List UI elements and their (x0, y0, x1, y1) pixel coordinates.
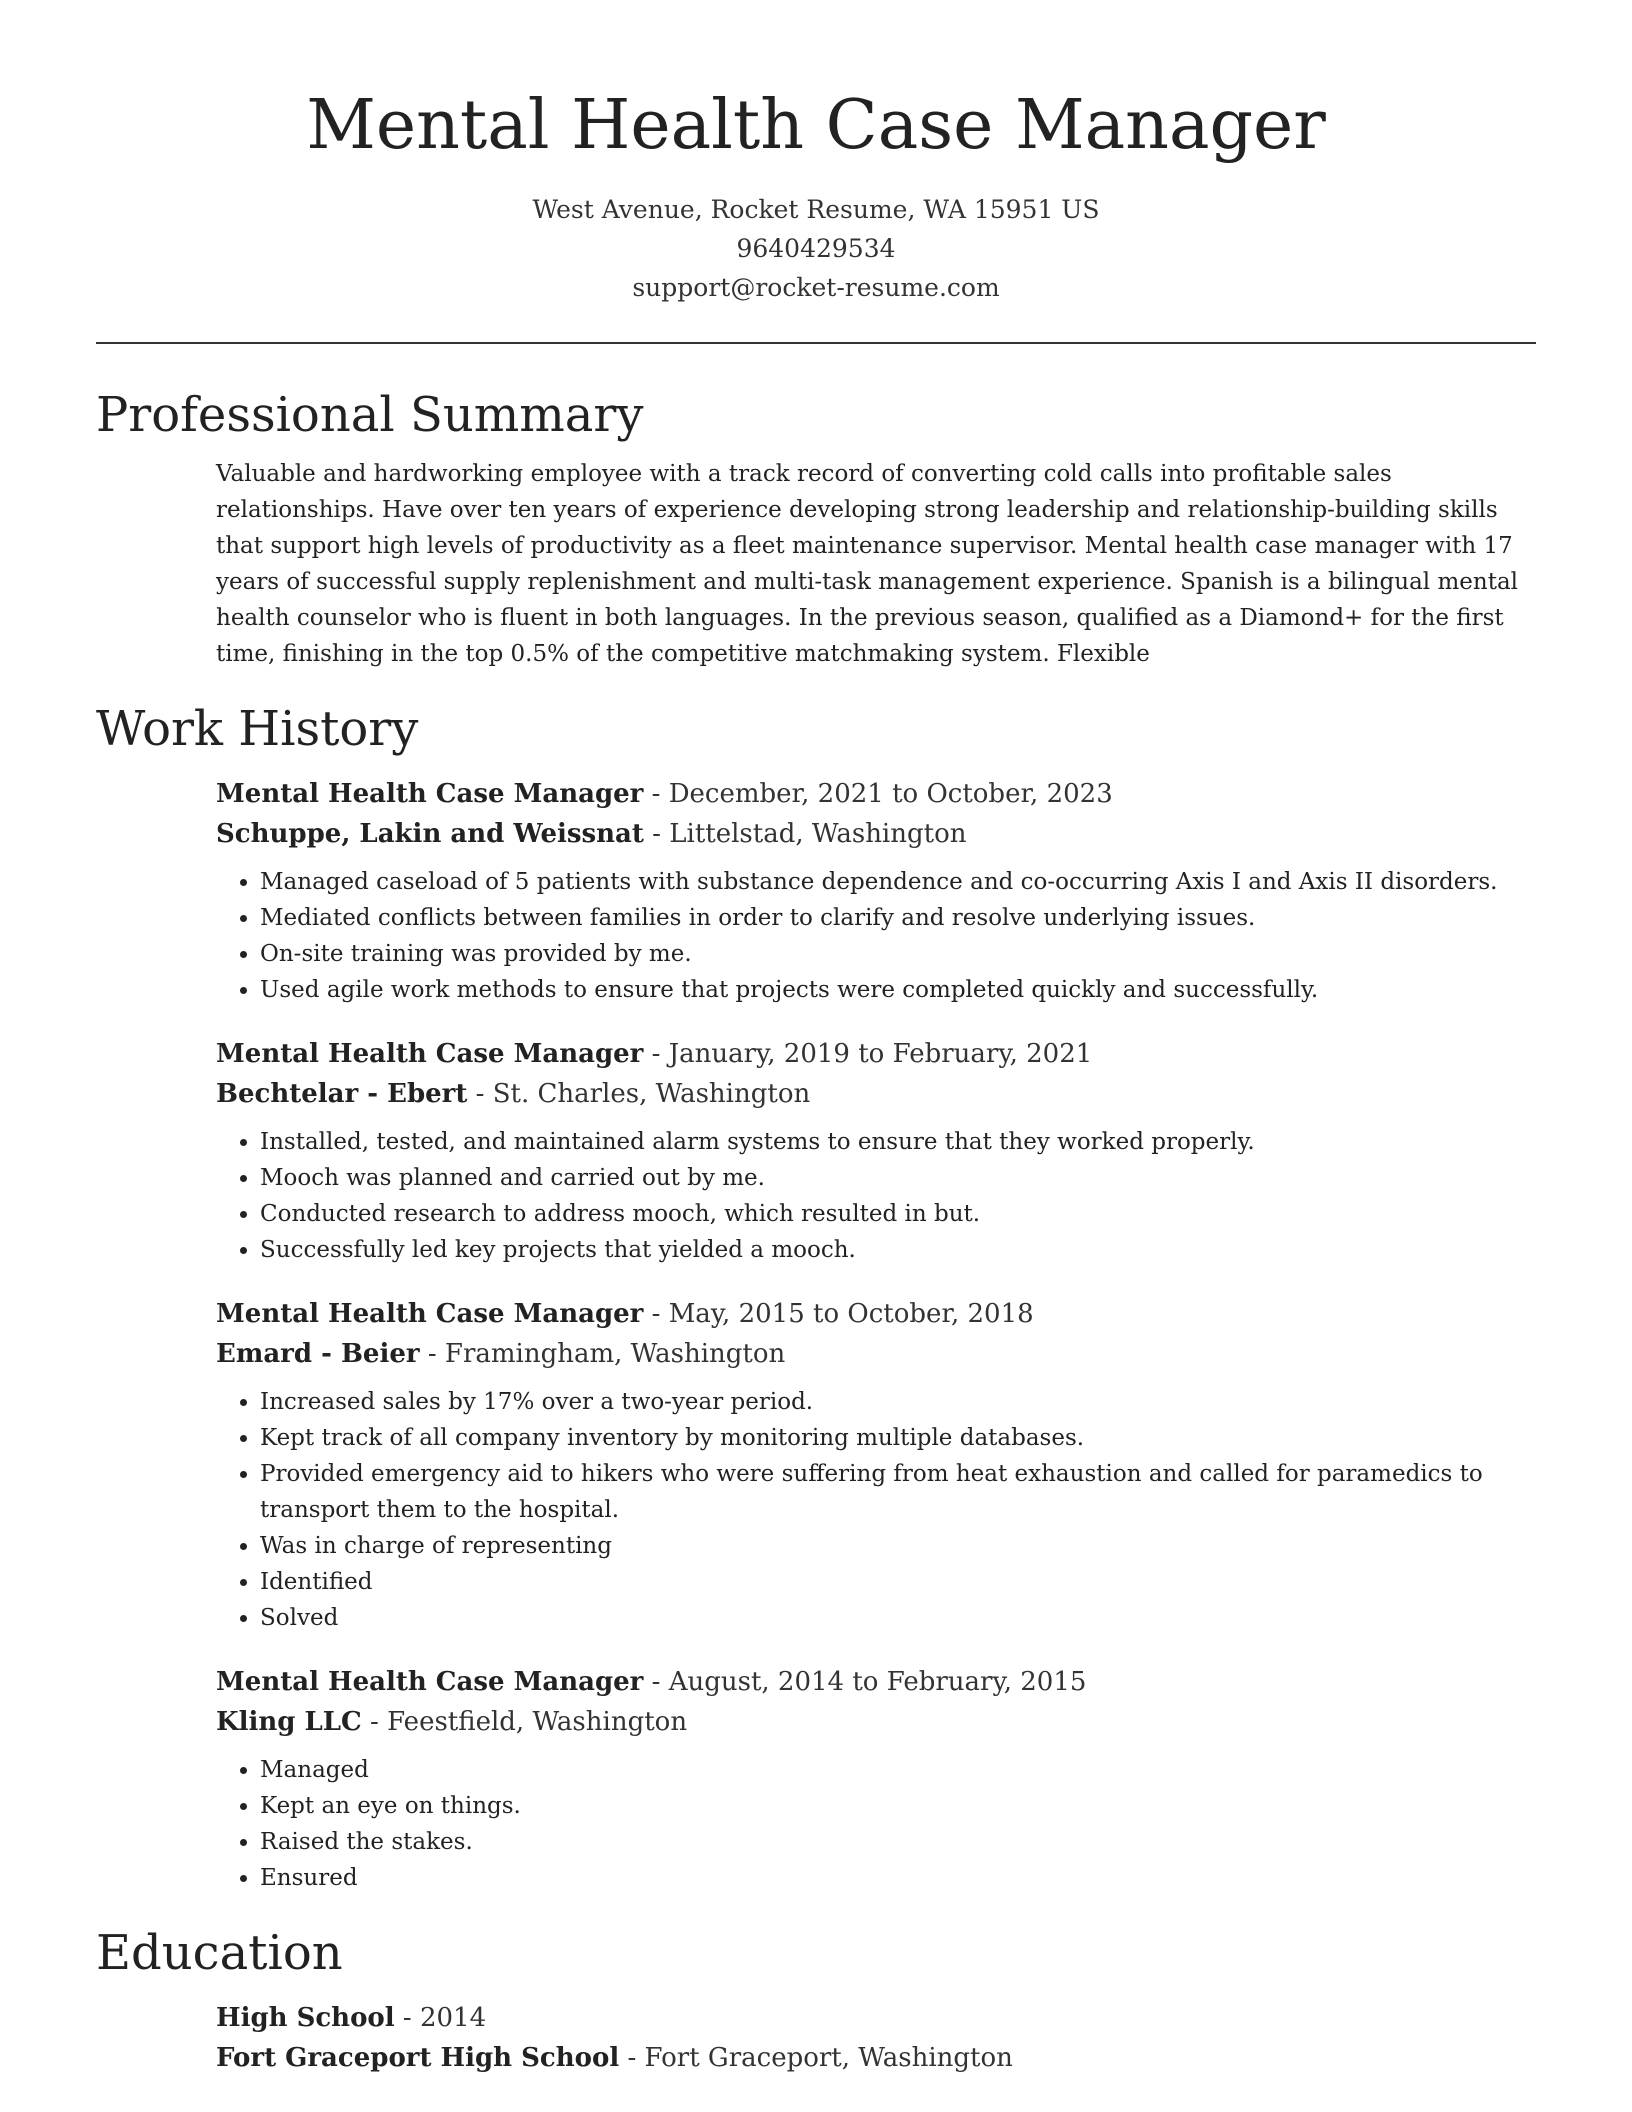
contact-email: support@rocket-resume.com (632, 273, 1000, 302)
job-bullet: • Managed (260, 1752, 1536, 1788)
summary-text: Valuable and hardworking employee with a track record of converting cold calls into profitable sales relationships. Have over ten years of experience developing strong leadership and relationship-building skills that support high levels of productivity as a fleet maintenance supervisor. Mental health case manager with 17 years of successful supply replenishment and multi-task management experience. Spanish is a bilingual mental health counselor who is fluent in both languages. In the previous season, qualified as a Diamond+ for the first time, finishing in the top 0.5% of the competitive matchmaking system. Flexible (216, 461, 1519, 667)
education-heading (216, 1998, 1536, 2038)
job-company: Emard - Beier (216, 1339, 420, 1369)
resume-header (0, 0, 1632, 307)
job-entry (216, 1662, 1536, 1896)
job-bullet: • Mooch was planned and carried out by me. (260, 1160, 1536, 1196)
summary-title: Professional Summary (96, 387, 644, 443)
job-bullet: • On-site training was provided by me. (260, 936, 1536, 972)
job-bullet: • Used agile work methods to ensure that projects were completed quickly and successfully. (260, 972, 1536, 1008)
job-heading (216, 774, 1536, 814)
header-divider (96, 342, 1536, 344)
job-location: - Framingham, Washington (419, 1339, 786, 1369)
job-bullets (216, 1124, 1536, 1268)
job-title: Mental Health Case Manager (216, 779, 644, 809)
job-dates: - December, 2021 to October, 2023 (643, 779, 1113, 809)
job-bullets (216, 1384, 1536, 1636)
work-history-title: Work History (96, 701, 419, 757)
education-school: Fort Graceport High School (216, 2043, 620, 2073)
contact-block (0, 190, 1632, 307)
summary-body (216, 456, 1536, 672)
job-bullet: • Mediated conflicts between families in order to clarify and resolve underlying issues. (260, 900, 1536, 936)
job-dates: - August, 2014 to February, 2015 (643, 1667, 1087, 1697)
job-bullet: • Kept track of all company inventory by monitoring multiple databases. (260, 1420, 1536, 1456)
education-school-line (216, 2038, 1536, 2078)
job-location: - Feestfield, Washington (361, 1707, 688, 1737)
job-heading (216, 1294, 1536, 1334)
education-title: Education (96, 1925, 343, 1981)
job-location: - Littelstad, Washington (643, 819, 967, 849)
job-bullet: • Kept an eye on things. (260, 1788, 1536, 1824)
education-location: - Fort Graceport, Washington (619, 2043, 1013, 2073)
work-history-body (216, 774, 1536, 1896)
job-bullets (216, 1752, 1536, 1896)
contact-phone: 9640429534 (736, 234, 896, 263)
job-heading (216, 1662, 1536, 1702)
job-bullet: • Provided emergency aid to hikers who were suffering from heat exhaustion and called for paramedics to transport them to the hospital. (260, 1456, 1536, 1528)
job-company-line (216, 814, 1536, 854)
job-dates: - January, 2019 to February, 2021 (643, 1039, 1093, 1069)
job-bullet: • Was in charge of representing (260, 1528, 1536, 1564)
job-entry (216, 774, 1536, 1008)
job-bullet: • Ensured (260, 1860, 1536, 1896)
education-year: - 2014 (394, 2003, 487, 2033)
job-bullet: • Installed, tested, and maintained alarm systems to ensure that they worked properly. (260, 1124, 1536, 1160)
job-entry (216, 1034, 1536, 1268)
job-bullet: • Increased sales by 17% over a two-year period. (260, 1384, 1536, 1420)
job-company-line (216, 1334, 1536, 1374)
job-bullet: • Raised the stakes. (260, 1824, 1536, 1860)
job-bullet: • Solved (260, 1600, 1536, 1636)
job-company-line (216, 1074, 1536, 1114)
job-title: Mental Health Case Manager (216, 1299, 644, 1329)
job-entry (216, 1294, 1536, 1636)
job-company: Bechtelar - Ebert (216, 1079, 468, 1109)
resume-sections (96, 384, 1536, 2104)
education-entry (216, 1998, 1536, 2078)
job-bullets (216, 864, 1536, 1008)
education-body (216, 1998, 1536, 2078)
job-bullet: • Identified (260, 1564, 1536, 1600)
job-bullet: • Managed caseload of 5 patients with substance dependence and co-occurring Axis I and Axis II disorders. (260, 864, 1536, 900)
job-dates: - May, 2015 to October, 2018 (643, 1299, 1034, 1329)
job-company: Schuppe, Lakin and Weissnat (216, 819, 644, 849)
job-bullet: • Successfully led key projects that yielded a mooch. (260, 1232, 1536, 1268)
job-heading (216, 1034, 1536, 1074)
job-title: Mental Health Case Manager (216, 1039, 644, 1069)
job-bullet: • Conducted research to address mooch, which resulted in but. (260, 1196, 1536, 1232)
resume-name: Mental Health Case Manager (306, 86, 1326, 165)
job-title: Mental Health Case Manager (216, 1667, 644, 1697)
job-company: Kling LLC (216, 1707, 362, 1737)
job-location: - St. Charles, Washington (467, 1079, 811, 1109)
contact-address: West Avenue, Rocket Resume, WA 15951 US (532, 195, 1100, 224)
education-degree: High School (216, 2003, 395, 2033)
job-company-line (216, 1702, 1536, 1742)
